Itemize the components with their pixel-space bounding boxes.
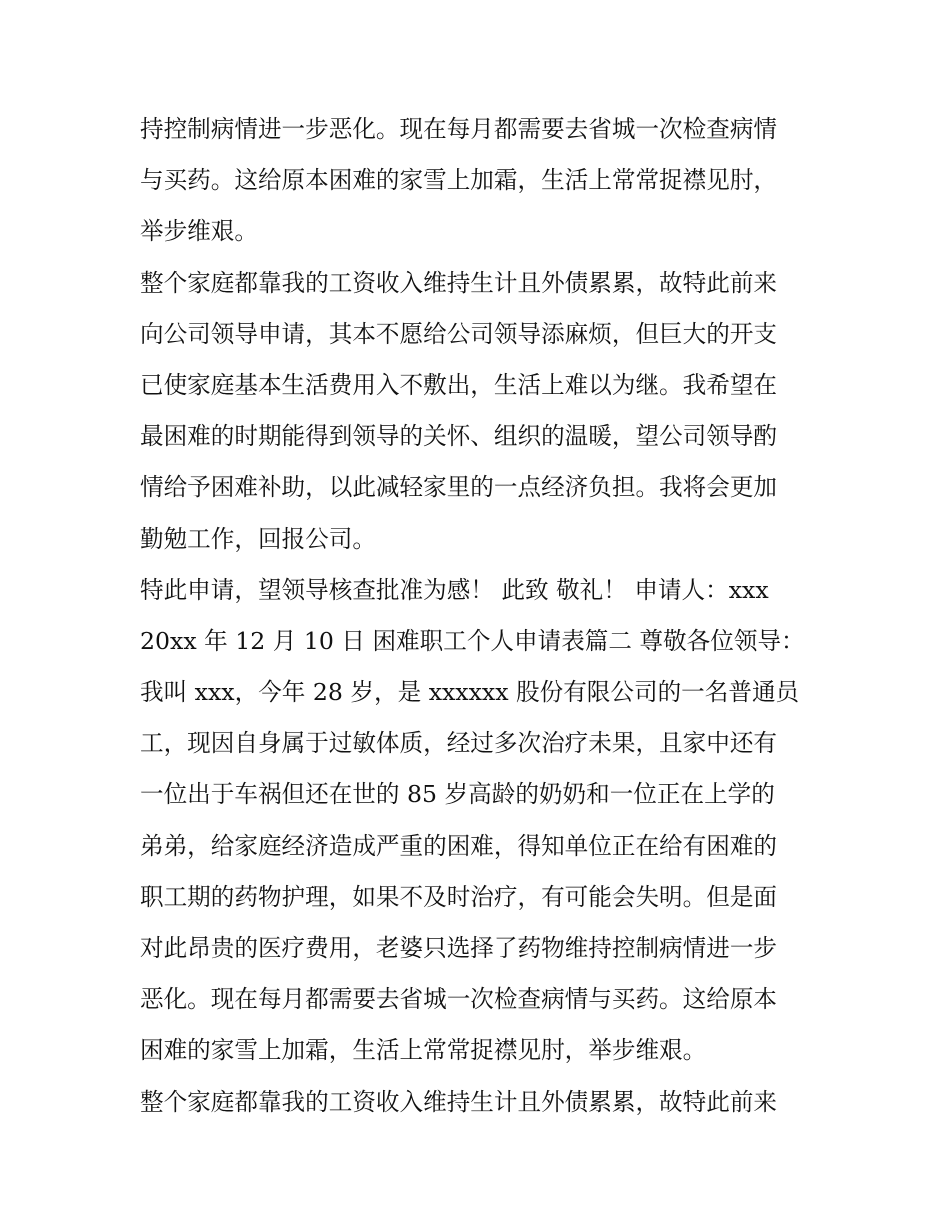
text-line: 一位出于车祸但还在世的 85 岁高龄的奶奶和一位正在上学的 xyxy=(140,780,775,809)
text-line: 弟弟，给家庭经济造成严重的困难，得知单位正在给有困难的 xyxy=(140,831,778,860)
text-line: 我叫 xxx，今年 28 岁，是 xxxxxx 股份有限公司的一名普通员 xyxy=(140,678,800,707)
text-line: 职工期的药物护理，如果不及时治疗，有可能会失明。但是面 xyxy=(140,882,778,911)
document-body xyxy=(140,104,830,1128)
text-line: 情给予困难补助，以此减轻家里的一点经济负担。我将会更加 xyxy=(140,473,778,502)
text-line: 勤勉工作，回报公司。 xyxy=(140,524,376,553)
text-line: 向公司领导申请，其本不愿给公司领导添麻烦，但巨大的开支 xyxy=(140,319,778,348)
text-line: 工，现因自身属于过敏体质，经过多次治疗未果，且家中还有 xyxy=(140,729,778,758)
text-line: 整个家庭都靠我的工资收入维持生计且外债累累，故特此前来 xyxy=(140,268,778,297)
text-line: 举步维艰。 xyxy=(140,217,258,246)
text-line: 整个家庭都靠我的工资收入维持生计且外债累累，故特此前来 xyxy=(140,1087,778,1116)
text-line: 对此昂贵的医疗费用，老婆只选择了药物维持控制病情进一步 xyxy=(140,934,778,962)
text-line: 恶化。现在每月都需要去省城一次检查病情与买药。这给原本 xyxy=(140,985,778,1014)
text-line: 与买药。这给原本困难的家雪上加霜，生活上常常捉襟见肘， xyxy=(140,166,778,195)
text-line: 已使家庭基本生活费用入不敷出，生活上难以为继。我希望在 xyxy=(140,370,778,399)
text-line: 最困难的时期能得到领导的关怀、组织的温暖，望公司领导酌 xyxy=(140,422,778,451)
text-line: 困难的家雪上加霜，生活上常常捉襟见肘，举步维艰。 xyxy=(140,1036,707,1065)
text-line: 特此申请，望领导核查批准为感！ 此致 敬礼！ 申请人：xxx xyxy=(140,575,769,604)
text-line: 持控制病情进一步恶化。现在每月都需要去省城一次检查病情 xyxy=(140,115,778,143)
text-line: 20xx 年 12 月 10 日 困难职工个人申请表篇二 尊敬各位领导： xyxy=(140,626,805,655)
